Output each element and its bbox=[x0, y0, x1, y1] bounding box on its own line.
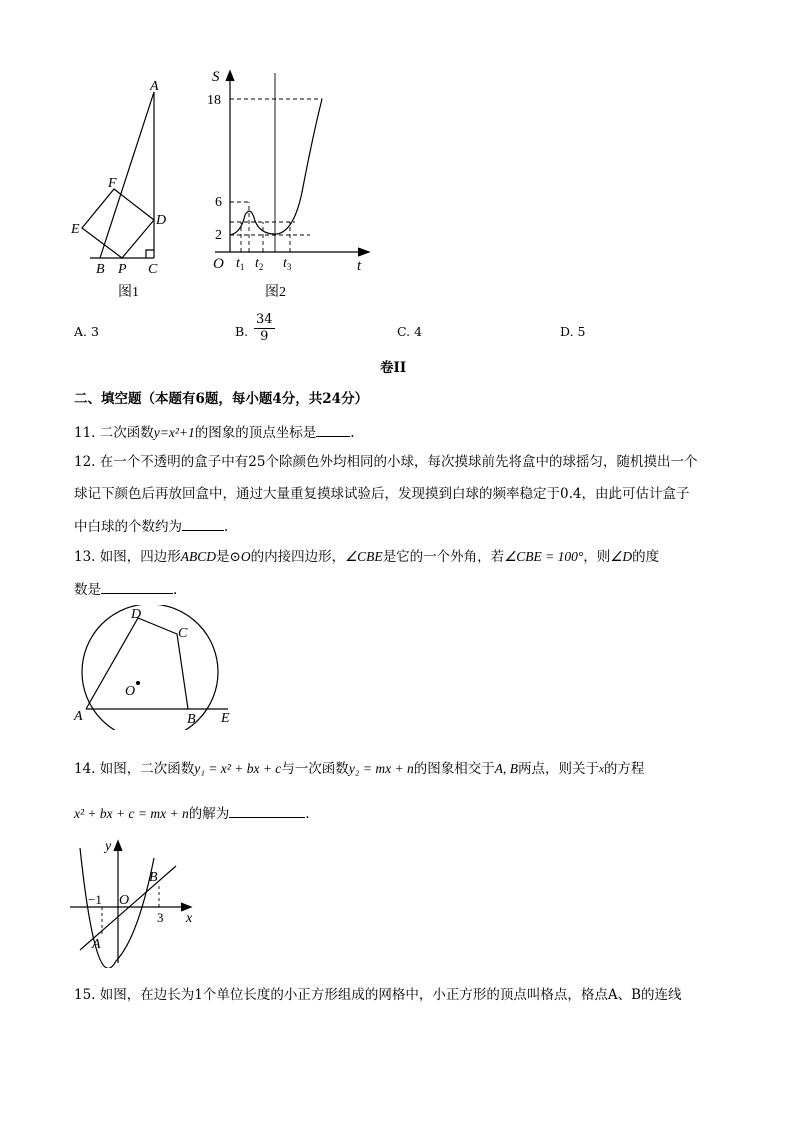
label-F: F bbox=[108, 176, 117, 191]
tick-2: 2 bbox=[215, 228, 222, 243]
q14-tick-minus1: −1 bbox=[88, 892, 102, 907]
label-C: C bbox=[148, 262, 158, 277]
figure-1 bbox=[60, 70, 190, 305]
option-a: A. 3 bbox=[74, 324, 99, 339]
q13-mid4: ，则 bbox=[583, 549, 611, 565]
option-d: D. 5 bbox=[560, 324, 586, 339]
q13-label-E: E bbox=[221, 711, 230, 726]
label-D: D bbox=[156, 213, 167, 228]
tick-t1: $t_1$ bbox=[236, 256, 245, 272]
axis-t-label: t bbox=[357, 258, 362, 274]
q14-mid: 与一次函数 bbox=[281, 761, 349, 777]
option-b-fraction bbox=[254, 312, 275, 345]
question-12-line1: 12. 在一个不透明的盒子中有25个除颜色外均相同的小球，每次摸球前先将盒中的球摇匀，随机摸出一个 bbox=[74, 454, 698, 470]
q11-func: y=x²+1 bbox=[153, 425, 195, 440]
axis-s-label: S bbox=[212, 69, 220, 85]
section-title: 卷II bbox=[380, 360, 407, 376]
q13-answer-blank[interactable] bbox=[101, 579, 173, 594]
fraction-denominator: 9 bbox=[260, 329, 269, 344]
tick-6: 6 bbox=[215, 195, 222, 210]
origin-label: O bbox=[213, 256, 224, 272]
q13-mid3: 是它的一个外角，若 bbox=[382, 549, 505, 565]
label-B: B bbox=[96, 262, 105, 277]
q13-label-D: D bbox=[131, 607, 142, 622]
q13-label-O: O bbox=[125, 684, 136, 699]
question-11 bbox=[74, 422, 355, 442]
q14-y2: y₂ = mx + n bbox=[348, 761, 414, 776]
q13-label-B: B bbox=[187, 712, 196, 727]
question-14-line2 bbox=[74, 803, 310, 823]
q13-mid2: 的内接四边形， bbox=[250, 549, 346, 565]
q11-post: 的图象的顶点坐标是 bbox=[194, 425, 317, 441]
tick-t2: $t_2$ bbox=[255, 256, 264, 272]
q14-tick-3: 3 bbox=[157, 910, 164, 925]
q13-angle3: ∠D bbox=[610, 549, 633, 564]
q12-line3-text: 中白球的个数约为 bbox=[74, 519, 182, 535]
q14-label-A: A bbox=[92, 937, 101, 952]
q14-label-B: B bbox=[149, 870, 158, 885]
fraction-numerator: 34 bbox=[256, 312, 273, 327]
q13-angle1: ∠CBE bbox=[345, 549, 383, 564]
q13-line2: 数是 bbox=[74, 582, 101, 598]
q13-circle: O bbox=[240, 549, 251, 564]
q13-mid5: 的度 bbox=[632, 549, 660, 565]
q13-quad: ABCD bbox=[180, 549, 217, 564]
q12-answer-blank[interactable] bbox=[182, 516, 224, 531]
q11-pre: 11. 二次函数 bbox=[74, 425, 154, 441]
q14-eq-post: 的解为 bbox=[188, 806, 230, 822]
part2-heading: 二、填空题（本题有6题，每小题4分，共24分） bbox=[74, 391, 369, 407]
label-E: E bbox=[71, 222, 80, 237]
option-c: C. 4 bbox=[397, 324, 423, 339]
fig2-caption: 图2 bbox=[265, 285, 286, 300]
q14-y1: y₁ = x² + bx + c bbox=[194, 761, 282, 776]
q14-axis-x: x bbox=[186, 911, 193, 926]
question-13-line1 bbox=[74, 548, 659, 566]
q14-end: . bbox=[305, 806, 310, 822]
q14-axis-y: y bbox=[105, 839, 112, 854]
q13-circle-figure bbox=[68, 605, 248, 730]
q13-pre: 13. 如图，四边形 bbox=[74, 549, 181, 565]
question-15-line1: 15. 如图，在边长为1个单位长度的小正方形组成的网格中，小正方形的顶点叫格点，格点A、B的连线 bbox=[74, 987, 682, 1003]
q12-end: . bbox=[224, 519, 229, 535]
q13-angle2: ∠CBE = 100° bbox=[504, 549, 584, 564]
q14-graph-figure bbox=[68, 838, 208, 968]
q14-points: A, B bbox=[494, 761, 518, 776]
question-13-line2 bbox=[74, 579, 177, 599]
q14-x: x bbox=[598, 763, 604, 775]
q14-post2: 两点，则关于 bbox=[517, 761, 599, 777]
q14-pre: 14. 如图，二次函数 bbox=[74, 761, 195, 777]
q11-end: . bbox=[350, 425, 355, 441]
q14-equation: x² + bx + c = mx + n bbox=[74, 806, 189, 821]
q14-post: 的图象相交于 bbox=[413, 761, 495, 777]
tick-t3: $t_3$ bbox=[283, 256, 292, 272]
q14-post3: 的方程 bbox=[603, 761, 645, 777]
tick-18: 18 bbox=[207, 93, 221, 108]
label-P: P bbox=[118, 262, 127, 277]
q13-label-C: C bbox=[178, 626, 188, 641]
label-A: A bbox=[150, 79, 159, 94]
q13-end: . bbox=[173, 582, 178, 598]
question-12-line2: 球记下颜色后再放回盒中，通过大量重复摸球试验后，发现摸到白球的频率稳定于0.4，由此可估计盒子 bbox=[74, 486, 690, 502]
option-b-prefix: B. bbox=[235, 324, 249, 339]
question-12-line3 bbox=[74, 516, 228, 536]
figure-2 bbox=[195, 65, 380, 305]
q13-label-A: A bbox=[74, 709, 83, 724]
q14-answer-blank[interactable] bbox=[229, 803, 305, 818]
fig1-caption: 图1 bbox=[118, 285, 139, 300]
q13-mid1: 是⊙ bbox=[216, 549, 241, 565]
q14-origin: O bbox=[119, 893, 130, 908]
question-14-line1 bbox=[74, 760, 644, 778]
q11-answer-blank[interactable] bbox=[316, 422, 350, 437]
